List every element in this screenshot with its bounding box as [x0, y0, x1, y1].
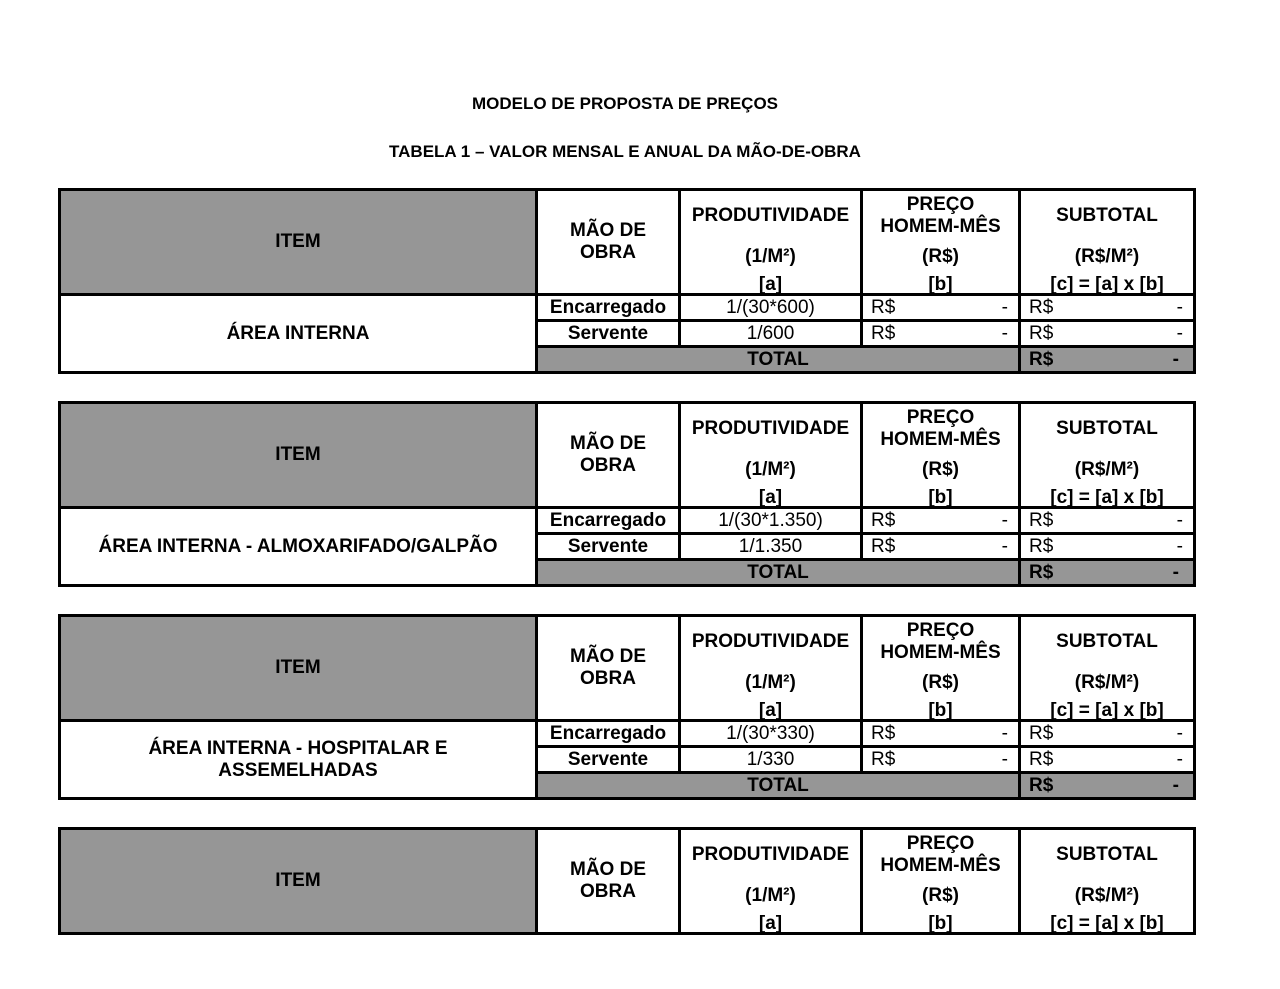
productivity-cell: 1/(30*600)	[680, 295, 862, 321]
price-cell: R$ -	[862, 321, 1020, 347]
subtotal-cell: R$ -	[1020, 747, 1195, 773]
header-preco: PREÇO HOMEM-MÊS (R$) [b]	[862, 190, 1020, 295]
price-cell: R$ -	[862, 721, 1020, 747]
total-label: TOTAL	[537, 560, 1020, 586]
header-item: ITEM	[60, 403, 537, 508]
price-cell: R$ -	[862, 534, 1020, 560]
header-mao-de-obra: MÃO DE OBRA	[537, 829, 680, 934]
header-produtividade: PRODUTIVIDADE (1/M²) [a]	[680, 403, 862, 508]
table-title: TABELA 1 – VALOR MENSAL E ANUAL DA MÃO-DE-OBRA	[389, 142, 861, 161]
header-item: ITEM	[60, 190, 537, 295]
price-cell: R$ -	[862, 747, 1020, 773]
labor-table-almoxarifado	[58, 401, 1196, 587]
productivity-cell: 1/1.350	[680, 534, 862, 560]
tables-area	[58, 0, 1198, 934]
header-mao-de-obra: MÃO DE OBRA	[537, 403, 680, 508]
labor-table-area-interna	[58, 188, 1196, 374]
subtotal-cell: R$ -	[1020, 508, 1195, 534]
total-label: TOTAL	[537, 347, 1020, 373]
total-value: R$ -	[1020, 347, 1195, 373]
area-label: ÁREA INTERNA	[60, 295, 537, 373]
header-produtividade: PRODUTIVIDADE (1/M²) [a]	[680, 616, 862, 721]
productivity-cell: 1/600	[680, 321, 862, 347]
price-cell: R$ -	[862, 295, 1020, 321]
total-value: R$ -	[1020, 773, 1195, 799]
header-subtotal: SUBTOTAL (R$/M²) [c] = [a] x [b]	[1020, 190, 1195, 295]
header-produtividade: PRODUTIVIDADE (1/M²) [a]	[680, 190, 862, 295]
header-preco: PREÇO HOMEM-MÊS (R$) [b]	[862, 616, 1020, 721]
subtotal-cell: R$ -	[1020, 321, 1195, 347]
labor-table-partial	[58, 827, 1196, 935]
role-cell: Servente	[537, 321, 680, 347]
header-subtotal: SUBTOTAL (R$/M²) [c] = [a] x [b]	[1020, 403, 1195, 508]
productivity-cell: 1/(30*330)	[680, 721, 862, 747]
header-subtotal: SUBTOTAL (R$/M²) [c] = [a] x [b]	[1020, 829, 1195, 934]
area-label: ÁREA INTERNA - HOSPITALAR E ASSEMELHADAS	[60, 721, 537, 799]
area-label: ÁREA INTERNA - ALMOXARIFADO/GALPÃO	[60, 508, 537, 586]
header-produtividade: PRODUTIVIDADE (1/M²) [a]	[680, 829, 862, 934]
role-cell: Encarregado	[537, 295, 680, 321]
subtotal-cell: R$ -	[1020, 295, 1195, 321]
total-value: R$ -	[1020, 560, 1195, 586]
role-cell: Servente	[537, 534, 680, 560]
productivity-cell: 1/330	[680, 747, 862, 773]
role-cell: Encarregado	[537, 508, 680, 534]
subtotal-cell: R$ -	[1020, 721, 1195, 747]
header-item: ITEM	[60, 616, 537, 721]
header-mao-de-obra: MÃO DE OBRA	[537, 616, 680, 721]
header-item: ITEM	[60, 829, 537, 934]
header-mao-de-obra: MÃO DE OBRA	[537, 190, 680, 295]
document-title: MODELO DE PROPOSTA DE PREÇOS	[471, 94, 779, 113]
header-preco: PREÇO HOMEM-MÊS (R$) [b]	[862, 403, 1020, 508]
total-label: TOTAL	[537, 773, 1020, 799]
price-cell: R$ -	[862, 508, 1020, 534]
header-subtotal: SUBTOTAL (R$/M²) [c] = [a] x [b]	[1020, 616, 1195, 721]
header-preco: PREÇO HOMEM-MÊS (R$) [b]	[862, 829, 1020, 934]
labor-table-hospitalar	[58, 614, 1196, 800]
role-cell: Servente	[537, 747, 680, 773]
productivity-cell: 1/(30*1.350)	[680, 508, 862, 534]
role-cell: Encarregado	[537, 721, 680, 747]
subtotal-cell: R$ -	[1020, 534, 1195, 560]
